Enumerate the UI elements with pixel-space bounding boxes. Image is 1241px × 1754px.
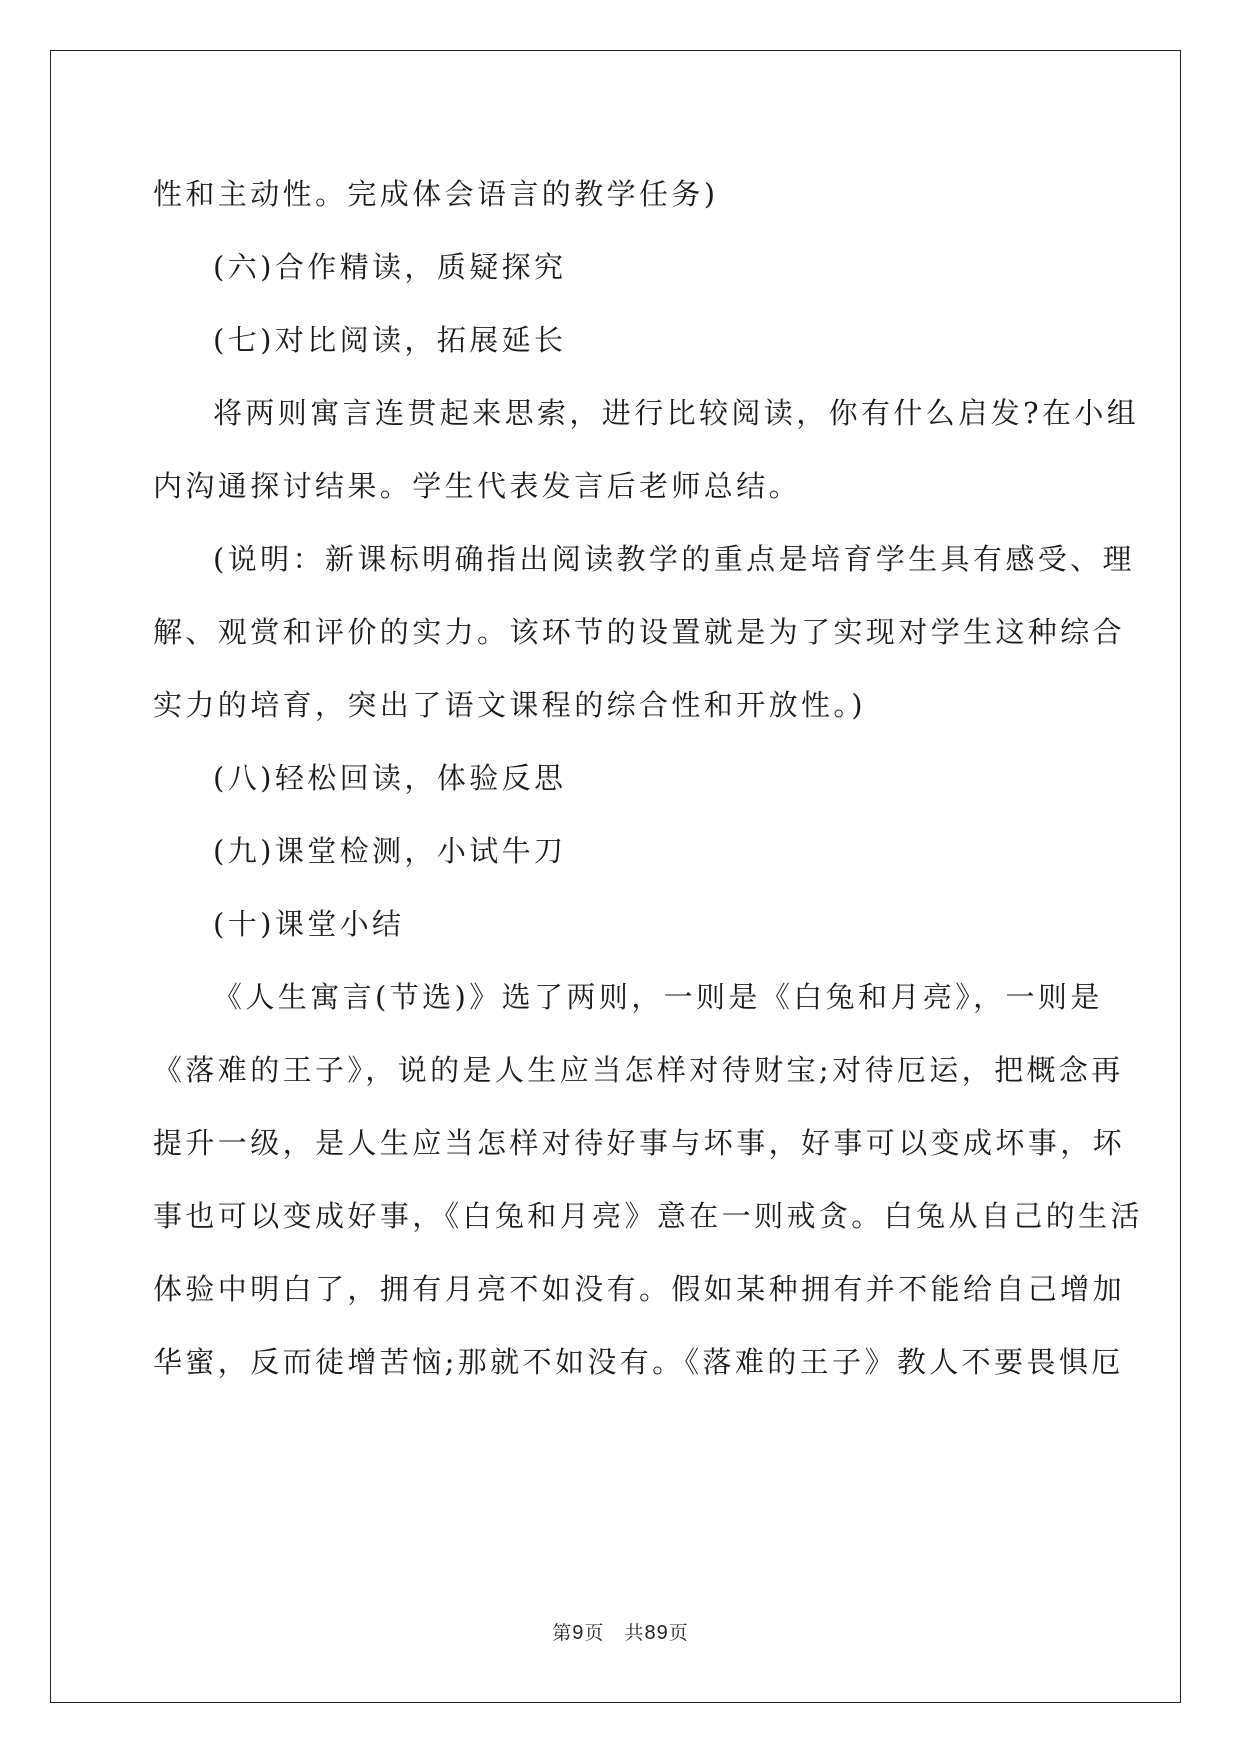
footer-total-suffix: 页: [668, 1622, 689, 1644]
section-heading-9: (九)课堂检测，小试牛刀: [213, 834, 567, 868]
page-footer: [0, 1618, 1241, 1645]
footer-total-prefix: 共: [624, 1622, 645, 1644]
footer-page-prefix: 第: [552, 1622, 573, 1644]
text-line-4: 将两则寓言连贯起来思索，进行比较阅读，你有什么启发?在小组: [213, 396, 1140, 430]
section-heading-7: (七)对比阅读，拓展延长: [213, 323, 567, 357]
text-line-17: 华蜜，反而徒增苦恼;那就不如没有。《落难的王子》教人不要畏惧厄: [153, 1345, 1124, 1379]
text-line-1: 性和主动性。完成体会语言的教学任务): [153, 177, 719, 211]
text-line-5: 内沟通探讨结果。学生代表发言后老师总结。: [153, 469, 802, 503]
section-heading-6: (六)合作精读，质疑探究: [213, 250, 567, 284]
footer-page-suffix: 页: [584, 1622, 605, 1644]
text-line-7: 解、观赏和评价的实力。该环节的设置就是为了实现对学生这种综合: [153, 615, 1126, 649]
text-line-13: 《落难的王子》，说的是人生应当怎样对待财宝;对待厄运，把概念再: [153, 1053, 1124, 1087]
footer-page-number: 9: [572, 1622, 585, 1644]
section-heading-10: (十)课堂小结: [213, 907, 405, 941]
text-line-14: 提升一级，是人生应当怎样对待好事与坏事，好事可以变成坏事，坏: [153, 1126, 1126, 1160]
text-line-15: 事也可以变成好事，《白兔和月亮》意在一则戒贪。白兔从自己的生活: [153, 1199, 1143, 1233]
text-line-16: 体验中明白了，拥有月亮不如没有。假如某种拥有并不能给自己增加: [153, 1272, 1126, 1306]
text-line-6: (说明：新课标明确指出阅读教学的重点是培育学生具有感受、理: [213, 542, 1135, 576]
text-line-12: 《人生寓言(节选)》选了两则，一则是《白兔和月亮》，一则是: [213, 980, 1103, 1014]
text-line-8: 实力的培育，突出了语文课程的综合性和开放性。): [153, 688, 867, 722]
footer-total-pages: 89: [644, 1622, 669, 1644]
document-body: [153, 158, 1143, 1399]
section-heading-8: (八)轻松回读，体验反思: [213, 761, 567, 795]
